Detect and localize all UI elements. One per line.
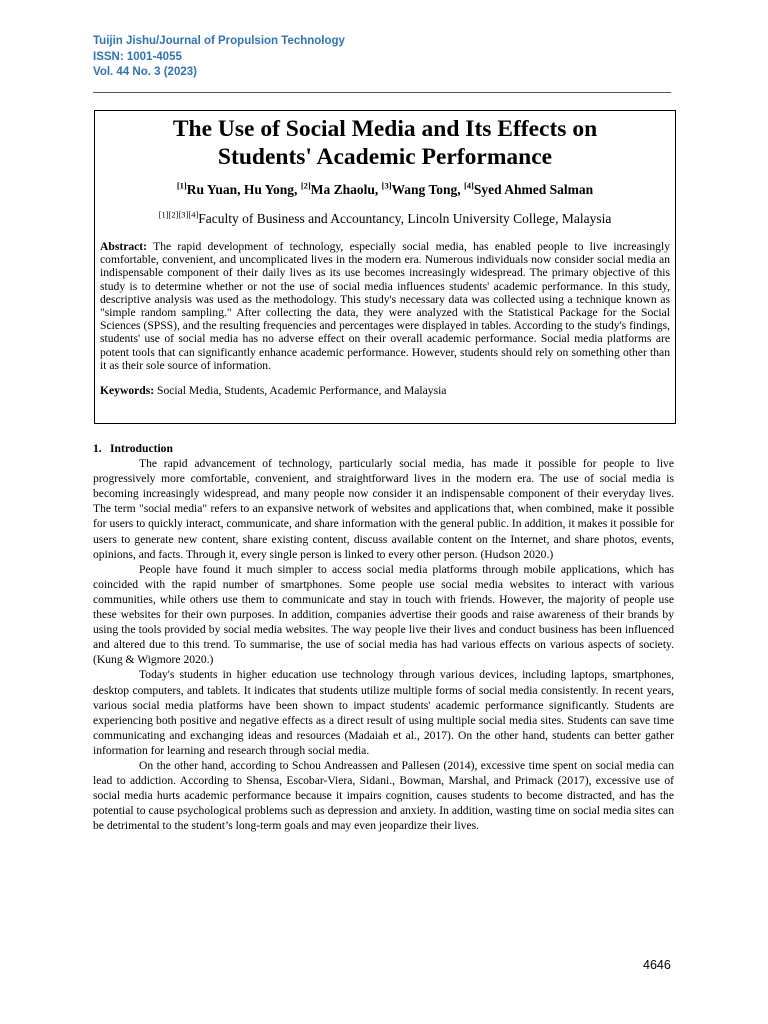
paper-title-line-1: The Use of Social Media and Its Effects on <box>172 116 598 142</box>
author-name: Syed Ahmed Salman <box>473 182 594 197</box>
journal-header <box>93 34 345 81</box>
journal-volume: Vol. 44 No. 3 (2023) <box>93 66 197 78</box>
paper-title-line-2: Students' Academic Performance <box>217 144 553 170</box>
author-list <box>95 182 675 198</box>
journal-issn: ISSN: 1001-4055 <box>93 50 182 63</box>
author-name: Ma Zhaolu, <box>310 182 382 197</box>
author-mark: [4] <box>463 180 474 191</box>
paragraph: On the other hand, according to Schou Andreassen and Pallesen (2014), excessive time spent on social media can lead to addiction. According to Shensa, Escobar-Viera, Sidani., Bowman, Marshal, and Primack (2017), excessive use of social media hurts academic performance because it impairs cognition, causes students to become distracted, and has the potential to cause psychological problems such as depression and anxiety. In addition, wasting time on social media sites can be detrimental to the student’s long-term goals and may even jeopardize their lives. <box>93 758 674 833</box>
abstract-text: The rapid development of technology, especially social media, has enabled people to live increasingly comfortable, convenient, and uncomplicated lives in the modern era. Numerous individuals now consider social media an indispensable component of their daily lives as its use becomes increasingly widespread. The primary objective of this study is to determine whether or not the use of social media influences students' academic performance. In this study, descriptive analysis was used as the methodology. This study's necessary data was collected using a technique known as "simple random sampling." After collecting the data, they were analyzed with the Statistical Package for the Social Sciences (SPSS), and the resulting frequencies and percentages were displayed in tables. According to the study's findings, students' use of social media has no adverse effect on their overall academic performance. Social media platforms are potent tools that can significantly enhance academic performance. However, students should rely on something other than it as their sole source of information. <box>100 240 670 372</box>
section-heading <box>93 441 674 456</box>
keywords-text: Social Media, Students, Academic Performance, and Malaysia <box>157 384 447 398</box>
title-abstract-box <box>94 110 676 424</box>
affiliation-marks: [1][2][3][4] <box>158 209 199 220</box>
abstract <box>100 240 670 372</box>
section-number: 1. <box>93 442 102 455</box>
author-name: Wang Tong, <box>391 182 464 197</box>
paragraph: Today's students in higher education use technology through various devices, including laptops, smartphones, desktop computers, and tablets. It indicates that students utilize multiple forms of social media consistently. In recent years, various social media platforms have been shown to impact students' academic performance significantly. Students are experiencing both positive and negative effects as a direct result of using multiple social media sites. Students can save time communicating and exchanging ideas and resources (Madaiah et al., 2017). On the other hand, students can better gather information for learning and research through social media. <box>93 668 674 757</box>
paragraph: The rapid advancement of technology, particularly social media, has made it possible for people to live progressively more comfortable, convenient, and straightforward lives in the modern era. The use of social media is becoming increasingly widespread, and many people now consider it an indispensable component of their everyday lives. The term "social media" refers to an expansive network of websites and applications that, when combined, make it possible for users to quickly interact, communicate, and share information with the general public. In addition, it makes it possible for users to generate new content, share existing content, discuss available content on the Internet, and share photos, events, opinions, and facts. Through it, every single person is linked to every other person. (Hudson 2020.) <box>93 457 674 561</box>
affiliation-text: Faculty of Business and Accountancy, Lincoln University College, Malaysia <box>198 211 612 226</box>
author-mark: [2] <box>300 180 311 191</box>
author-name: Ru Yuan, Hu Yong, <box>186 182 301 197</box>
section-title: Introduction <box>110 442 173 455</box>
paragraph: People have found it much simpler to access social media platforms through mobile applications, which has coincided with the rapid number of smartphones. Some people use social media websites to interact with various communities, while others use them to communicate and stay in touch with friends. However, the majority of people use these websites for their own purposes. In addition, companies advertise their goods and raise awareness of their brands by using the tools provided by social media websites. The way people live their lives and conduct business has been influenced and altered due to this trend. To summarise, the use of social media has had various effects on various aspects of society. (Kung & Wigmore 2020.) <box>93 562 674 667</box>
author-mark: [1] <box>176 180 187 191</box>
affiliation <box>95 211 675 227</box>
header-rule <box>93 92 671 93</box>
abstract-label: Abstract: <box>100 240 148 253</box>
journal-name: Tuijin Jishu/Journal of Propulsion Technology <box>93 35 345 47</box>
keywords <box>100 384 670 397</box>
author-mark: [3] <box>381 180 392 191</box>
keywords-label: Keywords: <box>100 384 155 398</box>
page-number: 4646 <box>643 958 671 972</box>
body-text <box>93 441 674 833</box>
paper-title <box>95 115 675 171</box>
